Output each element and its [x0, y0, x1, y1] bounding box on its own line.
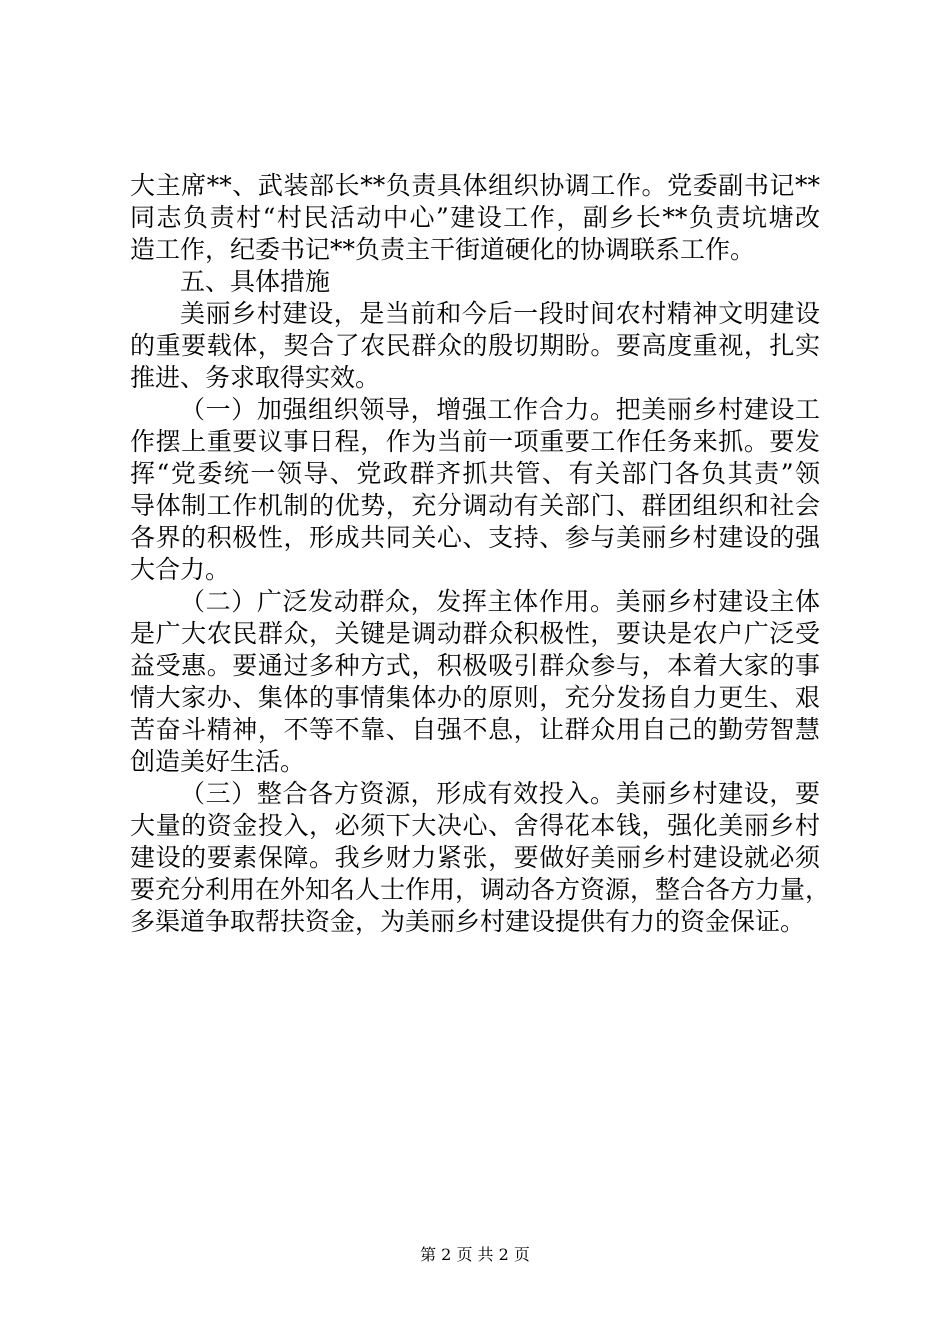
text-line: 益受惠。要通过多种方式，积极吸引群众参与，本着大家的事 — [130, 651, 820, 680]
text-line: 同志负责村“村民活动中心”建设工作，副乡长**负责坑塘改 — [130, 203, 820, 232]
page-number-label: 第 2 页 共 2 页 — [420, 1245, 530, 1264]
text-line: （二）广泛发动群众，发挥主体作用。美丽乡村建设主体 — [180, 587, 820, 616]
text-line: 建设的要素保障。我乡财力紧张，要做好美丽乡村建设就必须 — [130, 843, 820, 872]
text-line: 挥“党委统一领导、党政群齐抓共管、有关部门各负其责”领 — [130, 459, 820, 488]
text-line: 多渠道争取帮扶资金，为美丽乡村建设提供有力的资金保证。 — [130, 907, 806, 936]
text-line: 导体制工作机制的优势，充分调动有关部门、群团组织和社会 — [130, 491, 820, 520]
text-line: 是广大农民群众，关键是调动群众积极性，要诀是农户广泛受 — [130, 619, 820, 648]
text-line: 造工作，纪委书记**负责主干街道硬化的协调联系工作。 — [130, 235, 756, 264]
text-line: 作摆上重要议事日程，作为当前一项重要工作任务来抓。要发 — [130, 427, 820, 456]
text-line: 美丽乡村建设，是当前和今后一段时间农村精神文明建设 — [180, 299, 820, 328]
text-line: 苦奋斗精神，不等不靠、自强不息，让群众用自己的勤劳智慧 — [130, 715, 820, 744]
text-line: 要充分利用在外知名人士作用，调动各方资源，整合各方力量， — [130, 875, 831, 904]
text-line: 大合力。 — [130, 555, 231, 584]
text-line: （三）整合各方资源，形成有效投入。美丽乡村建设，要 — [180, 779, 820, 808]
text-line: 的重要载体，契合了农民群众的殷切期盼。要高度重视，扎实 — [130, 331, 820, 360]
text-line: 情大家办、集体的事情集体办的原则，充分发扬自力更生、艰 — [130, 683, 820, 712]
text-line: 五、具体措施 — [180, 267, 331, 296]
text-line: 创造美好生活。 — [130, 747, 306, 776]
text-line: （一）加强组织领导，增强工作合力。把美丽乡村建设工 — [180, 395, 820, 424]
text-line: 推进、务求取得实效。 — [130, 363, 381, 392]
page-footer — [0, 1245, 950, 1265]
text-line: 大主席**、武装部长**负责具体组织协调工作。党委副书记** — [130, 171, 820, 200]
text-line: 各界的积极性，形成共同关心、支持、参与美丽乡村建设的强 — [130, 523, 820, 552]
document-body — [130, 170, 831, 938]
text-line: 大量的资金投入，必须下大决心、舍得花本钱，强化美丽乡村 — [130, 811, 820, 840]
